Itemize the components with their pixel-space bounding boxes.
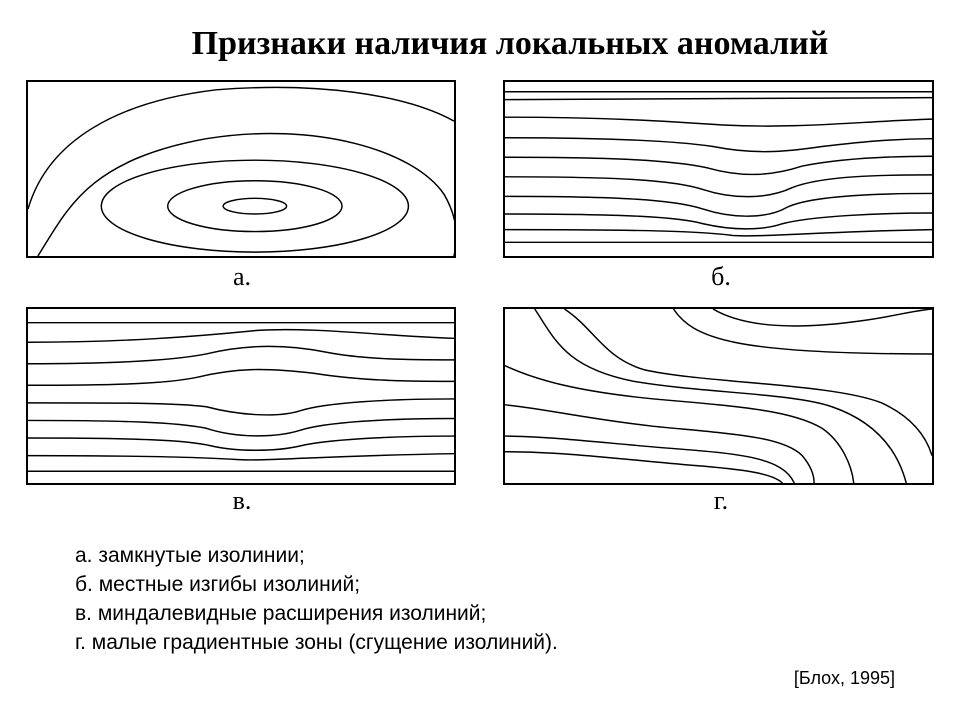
isoline [101,160,408,252]
isoline [28,87,454,209]
isoline [713,309,932,326]
slide-title: Признаки наличия локальных аномалий [191,25,829,62]
panel-local-bends [503,80,934,258]
panel-gradient-zones [503,307,934,485]
isoline [28,418,454,435]
legend-item-v: в. миндалевидные расширения изолиний; [75,602,487,625]
isoline [505,436,794,483]
isoline [505,452,782,483]
source-citation: [Блох, 1995] [793,668,895,688]
isoline-diagram-b [505,82,932,256]
isoline [505,156,932,174]
isoline [28,370,454,386]
panel-caption-b: б. [711,262,731,291]
isoline [38,134,454,256]
panel-almond-widenings [26,307,456,485]
isoline [28,330,454,343]
isoline [505,117,932,126]
isoline [223,198,286,214]
legend-item-a: а. замкнутые изолинии; [75,544,305,567]
isoline [505,175,932,197]
panel-closed-isolines [26,80,456,258]
panel-caption-v: в. [232,486,252,515]
isoline-diagram-a [28,82,454,256]
isoline [505,98,932,100]
panel-caption-g: г. [713,486,729,515]
isoline [505,230,932,236]
isoline [28,436,454,450]
isoline [505,213,932,229]
legend [75,541,558,657]
isoline-diagram-v [28,309,454,483]
isoline [28,399,454,415]
isoline [505,366,854,483]
isoline [535,309,907,483]
isoline [505,193,932,216]
legend-item-b: б. местные изгибы изолиний; [75,573,361,596]
isoline [505,138,932,152]
isoline [168,181,342,232]
isoline [505,405,814,483]
panel-caption-a: а. [232,262,252,291]
isoline [28,454,454,460]
legend-item-g: г. малые градиентные зоны (сгущение изолиний). [75,631,558,654]
isoline-diagram-g [505,309,932,483]
isoline [28,346,454,363]
